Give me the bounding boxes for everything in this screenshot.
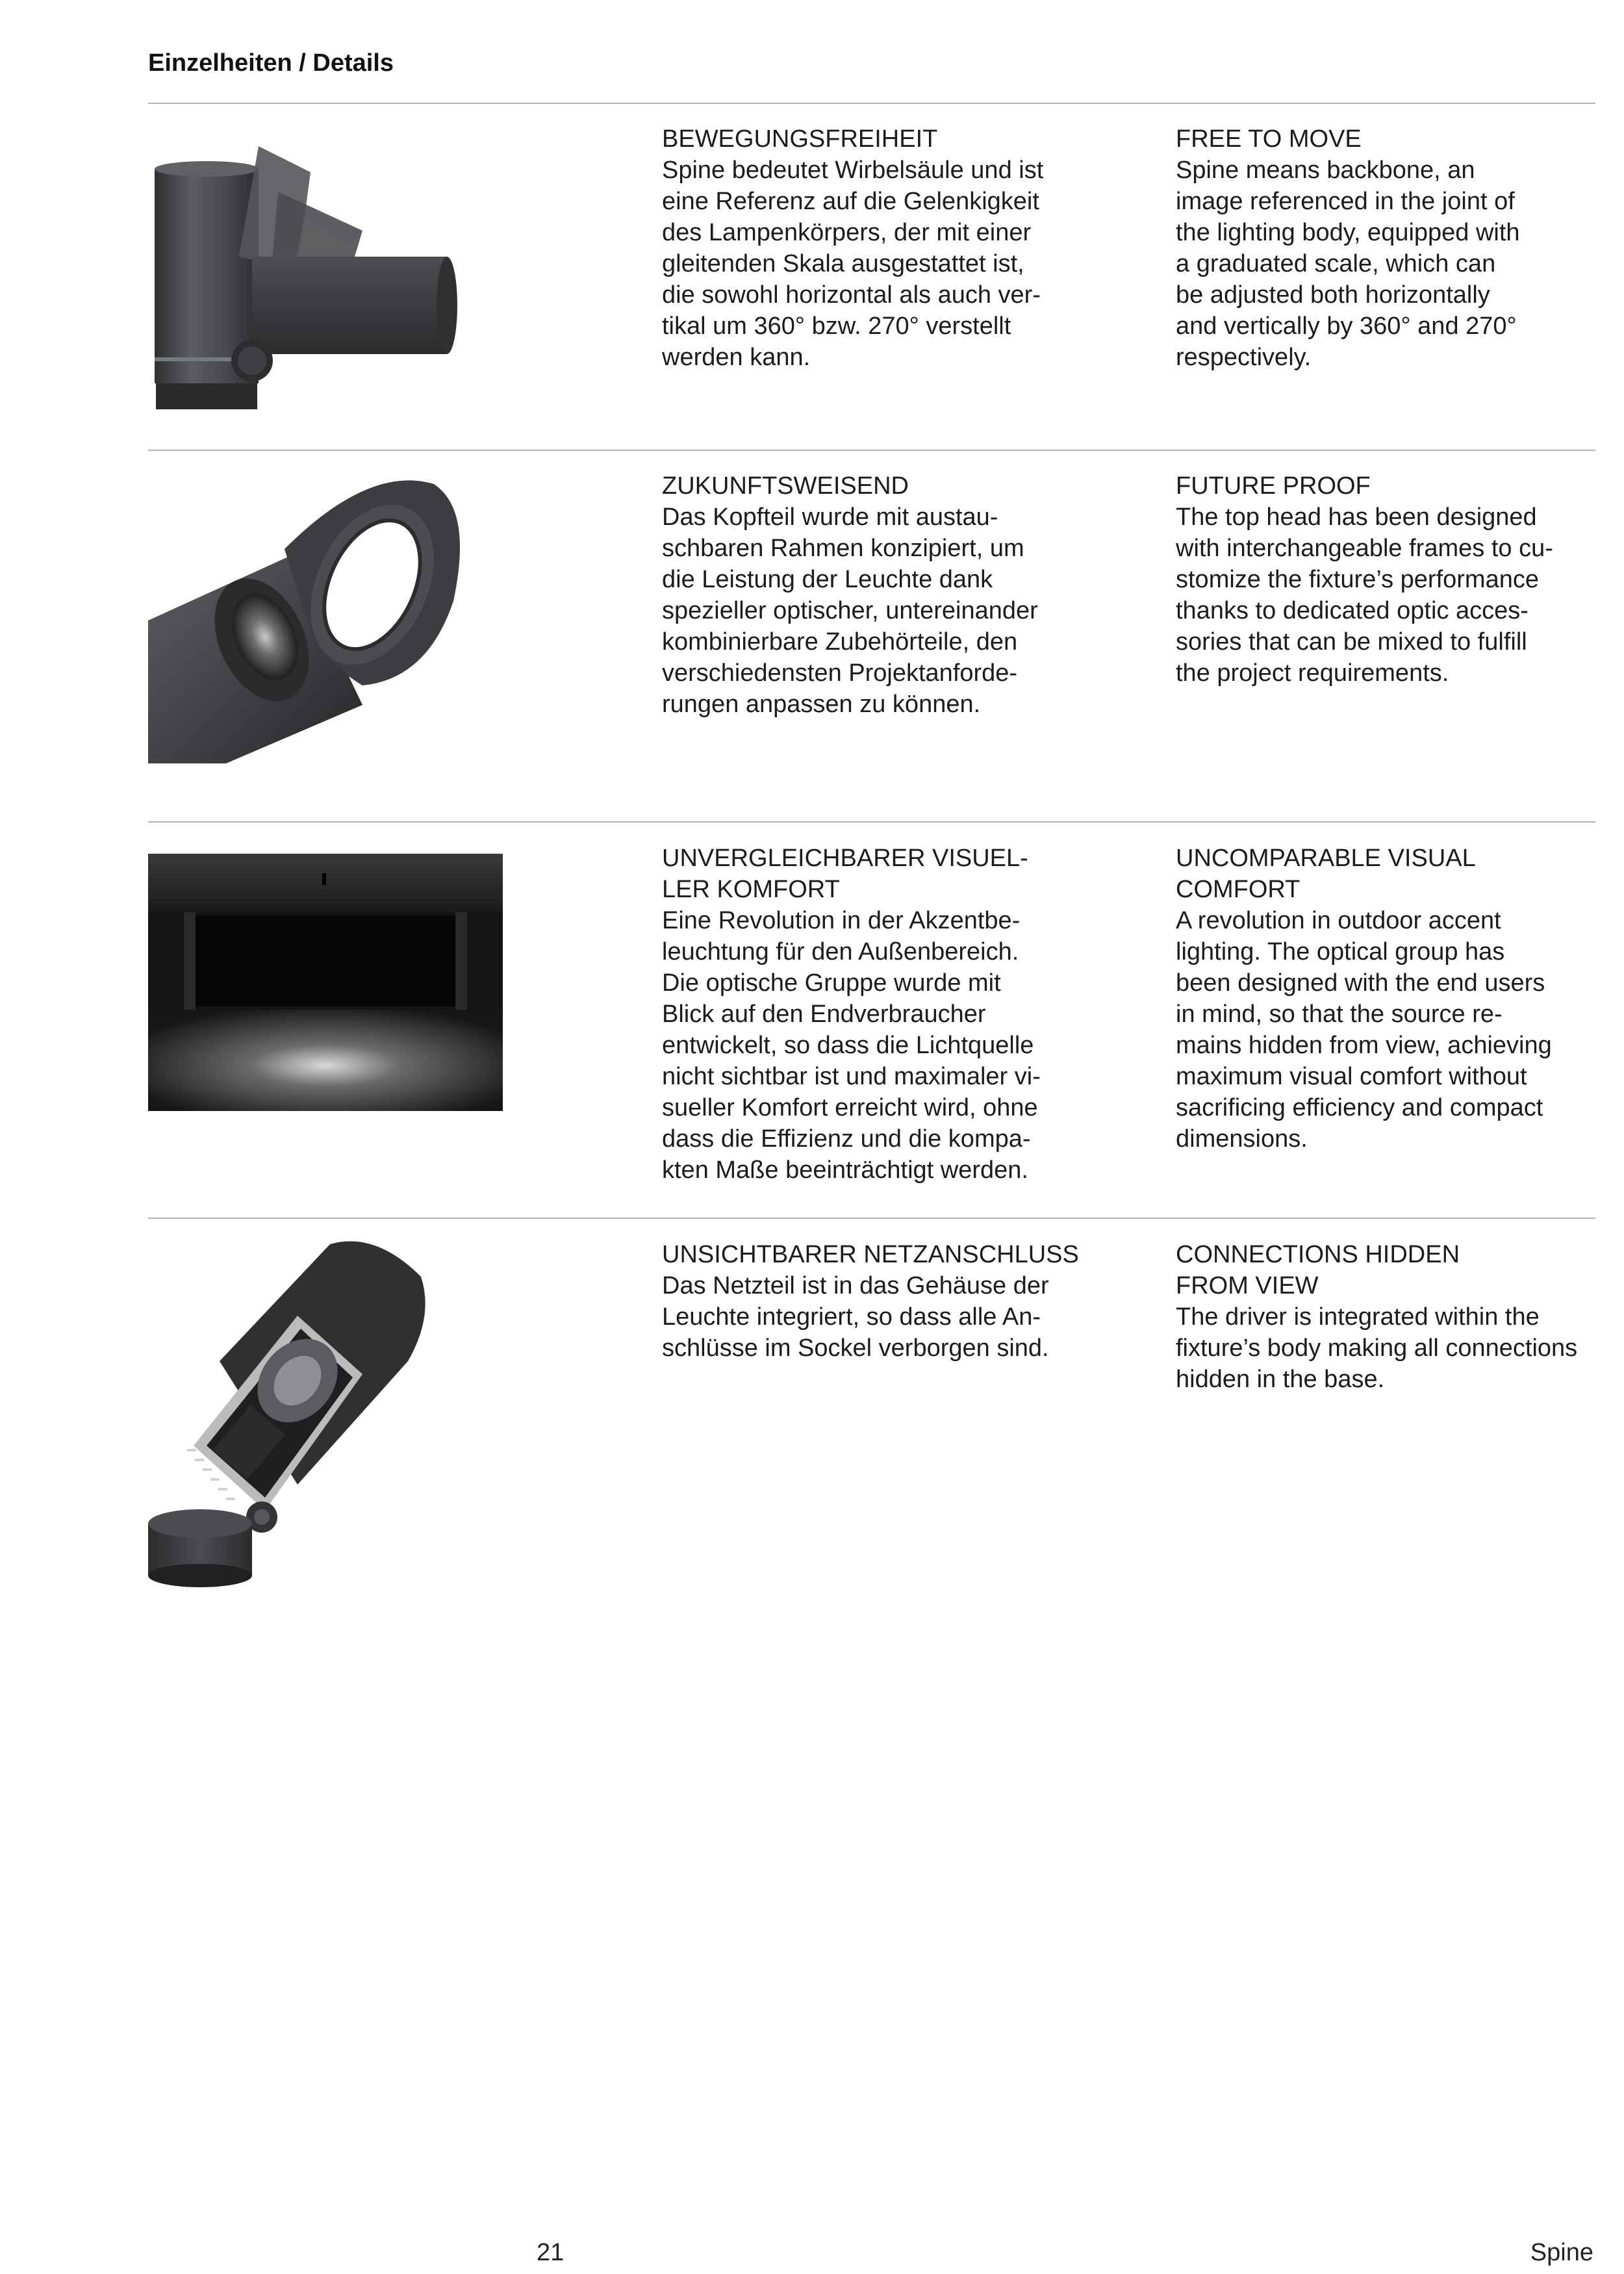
section-title-en: FREE TO MOVE — [1176, 125, 1362, 153]
section-hidden-connections-en — [1176, 1239, 1624, 1395]
fixture-cutaway-image — [148, 1238, 447, 1589]
section-body-en: A revolution in outdoor accent lighting. The optical group has been designed with the end users in mind, so that the source re- mains hidden from view, achieving maximum visual comfort without sacrificing efficiency and compact dimensions. — [1176, 907, 1552, 1153]
product-name: Spine — [1530, 2239, 1593, 2266]
section-visual-comfort-de — [662, 843, 1117, 1186]
page-heading: Einzelheiten / Details — [148, 49, 394, 77]
section-body-de: Eine Revolution in der Akzentbe- leuchtung für den Außenbereich. Die optische Gruppe wurde mit Blick auf den Endverbraucher entwickelt, so dass die Lichtquelle nicht sichtbar ist und maximaler vi- sueller Komfort erreicht wird, ohne dass die Effizienz und die kompa- kten Maße beeinträchtigt werden. — [662, 907, 1041, 1184]
section-body-de: Spine bedeutet Wirbelsäule und ist eine Referenz auf die Gelenkigkeit des Lampenkörpers, der mit einer gleitenden Skala ausgestattet ist, die sowohl horizontal als auch ver- tikal um 360° bzw. 270° verstellt werden kann. — [662, 157, 1044, 371]
section-divider — [148, 1218, 1595, 1219]
section-title-en: UNCOMPARABLE VISUAL COMFORT — [1176, 845, 1476, 903]
section-title-de: ZUKUNFTSWEISEND — [662, 472, 909, 500]
section-visual-comfort-en — [1176, 843, 1624, 1155]
dark-room-lighting-image — [148, 854, 503, 1111]
section-title-de: UNSICHTBARER NETZANSCHLUSS — [662, 1241, 1079, 1268]
section-title-en: FUTURE PROOF — [1176, 472, 1371, 500]
section-divider — [148, 450, 1595, 451]
section-future-proof-en — [1176, 470, 1624, 689]
section-title-de: BEWEGUNGSFREIHEIT — [662, 125, 938, 153]
section-body-en: The top head has been designed with interchangeable frames to cu- stomize the fixture’s performance thanks to dedicated optic acces- sories that can be mixed to fulfill the project requirements. — [1176, 504, 1553, 687]
section-title-de: UNVERGLEICHBARER VISUEL- LER KOMFORT — [662, 845, 1028, 903]
section-divider — [148, 103, 1595, 104]
fixture-head-closeup-image — [148, 471, 473, 763]
page-number: 21 — [537, 2239, 565, 2266]
section-body-de: Das Netzteil ist in das Gehäuse der Leuchte integriert, so dass alle An- schlüsse im Sockel verborgen sind. — [662, 1272, 1049, 1362]
fixture-rotation-image — [148, 146, 460, 413]
section-body-de: Das Kopfteil wurde mit austau- schbaren Rahmen konzipiert, um die Leistung der Leuchte dank spezieller optischer, untereinander kombinierbare Zubehörteile, den verschiedensten Projektanforde- rungen anpassen zu können. — [662, 504, 1038, 718]
section-divider — [148, 821, 1595, 823]
section-free-to-move-en — [1176, 123, 1624, 373]
section-future-proof-de — [662, 470, 1117, 720]
section-free-to-move-de — [662, 123, 1117, 373]
section-body-en: The driver is integrated within the fixture’s body making all connections hidden in the base. — [1176, 1303, 1578, 1393]
section-title-en: CONNECTIONS HIDDEN FROM VIEW — [1176, 1241, 1460, 1299]
section-body-en: Spine means backbone, an image referenced in the joint of the lighting body, equipped with a graduated scale, which can be adjusted both horizontally and vertically by 360° and 270° respectively. — [1176, 157, 1520, 371]
section-hidden-connections-de — [662, 1239, 1117, 1364]
